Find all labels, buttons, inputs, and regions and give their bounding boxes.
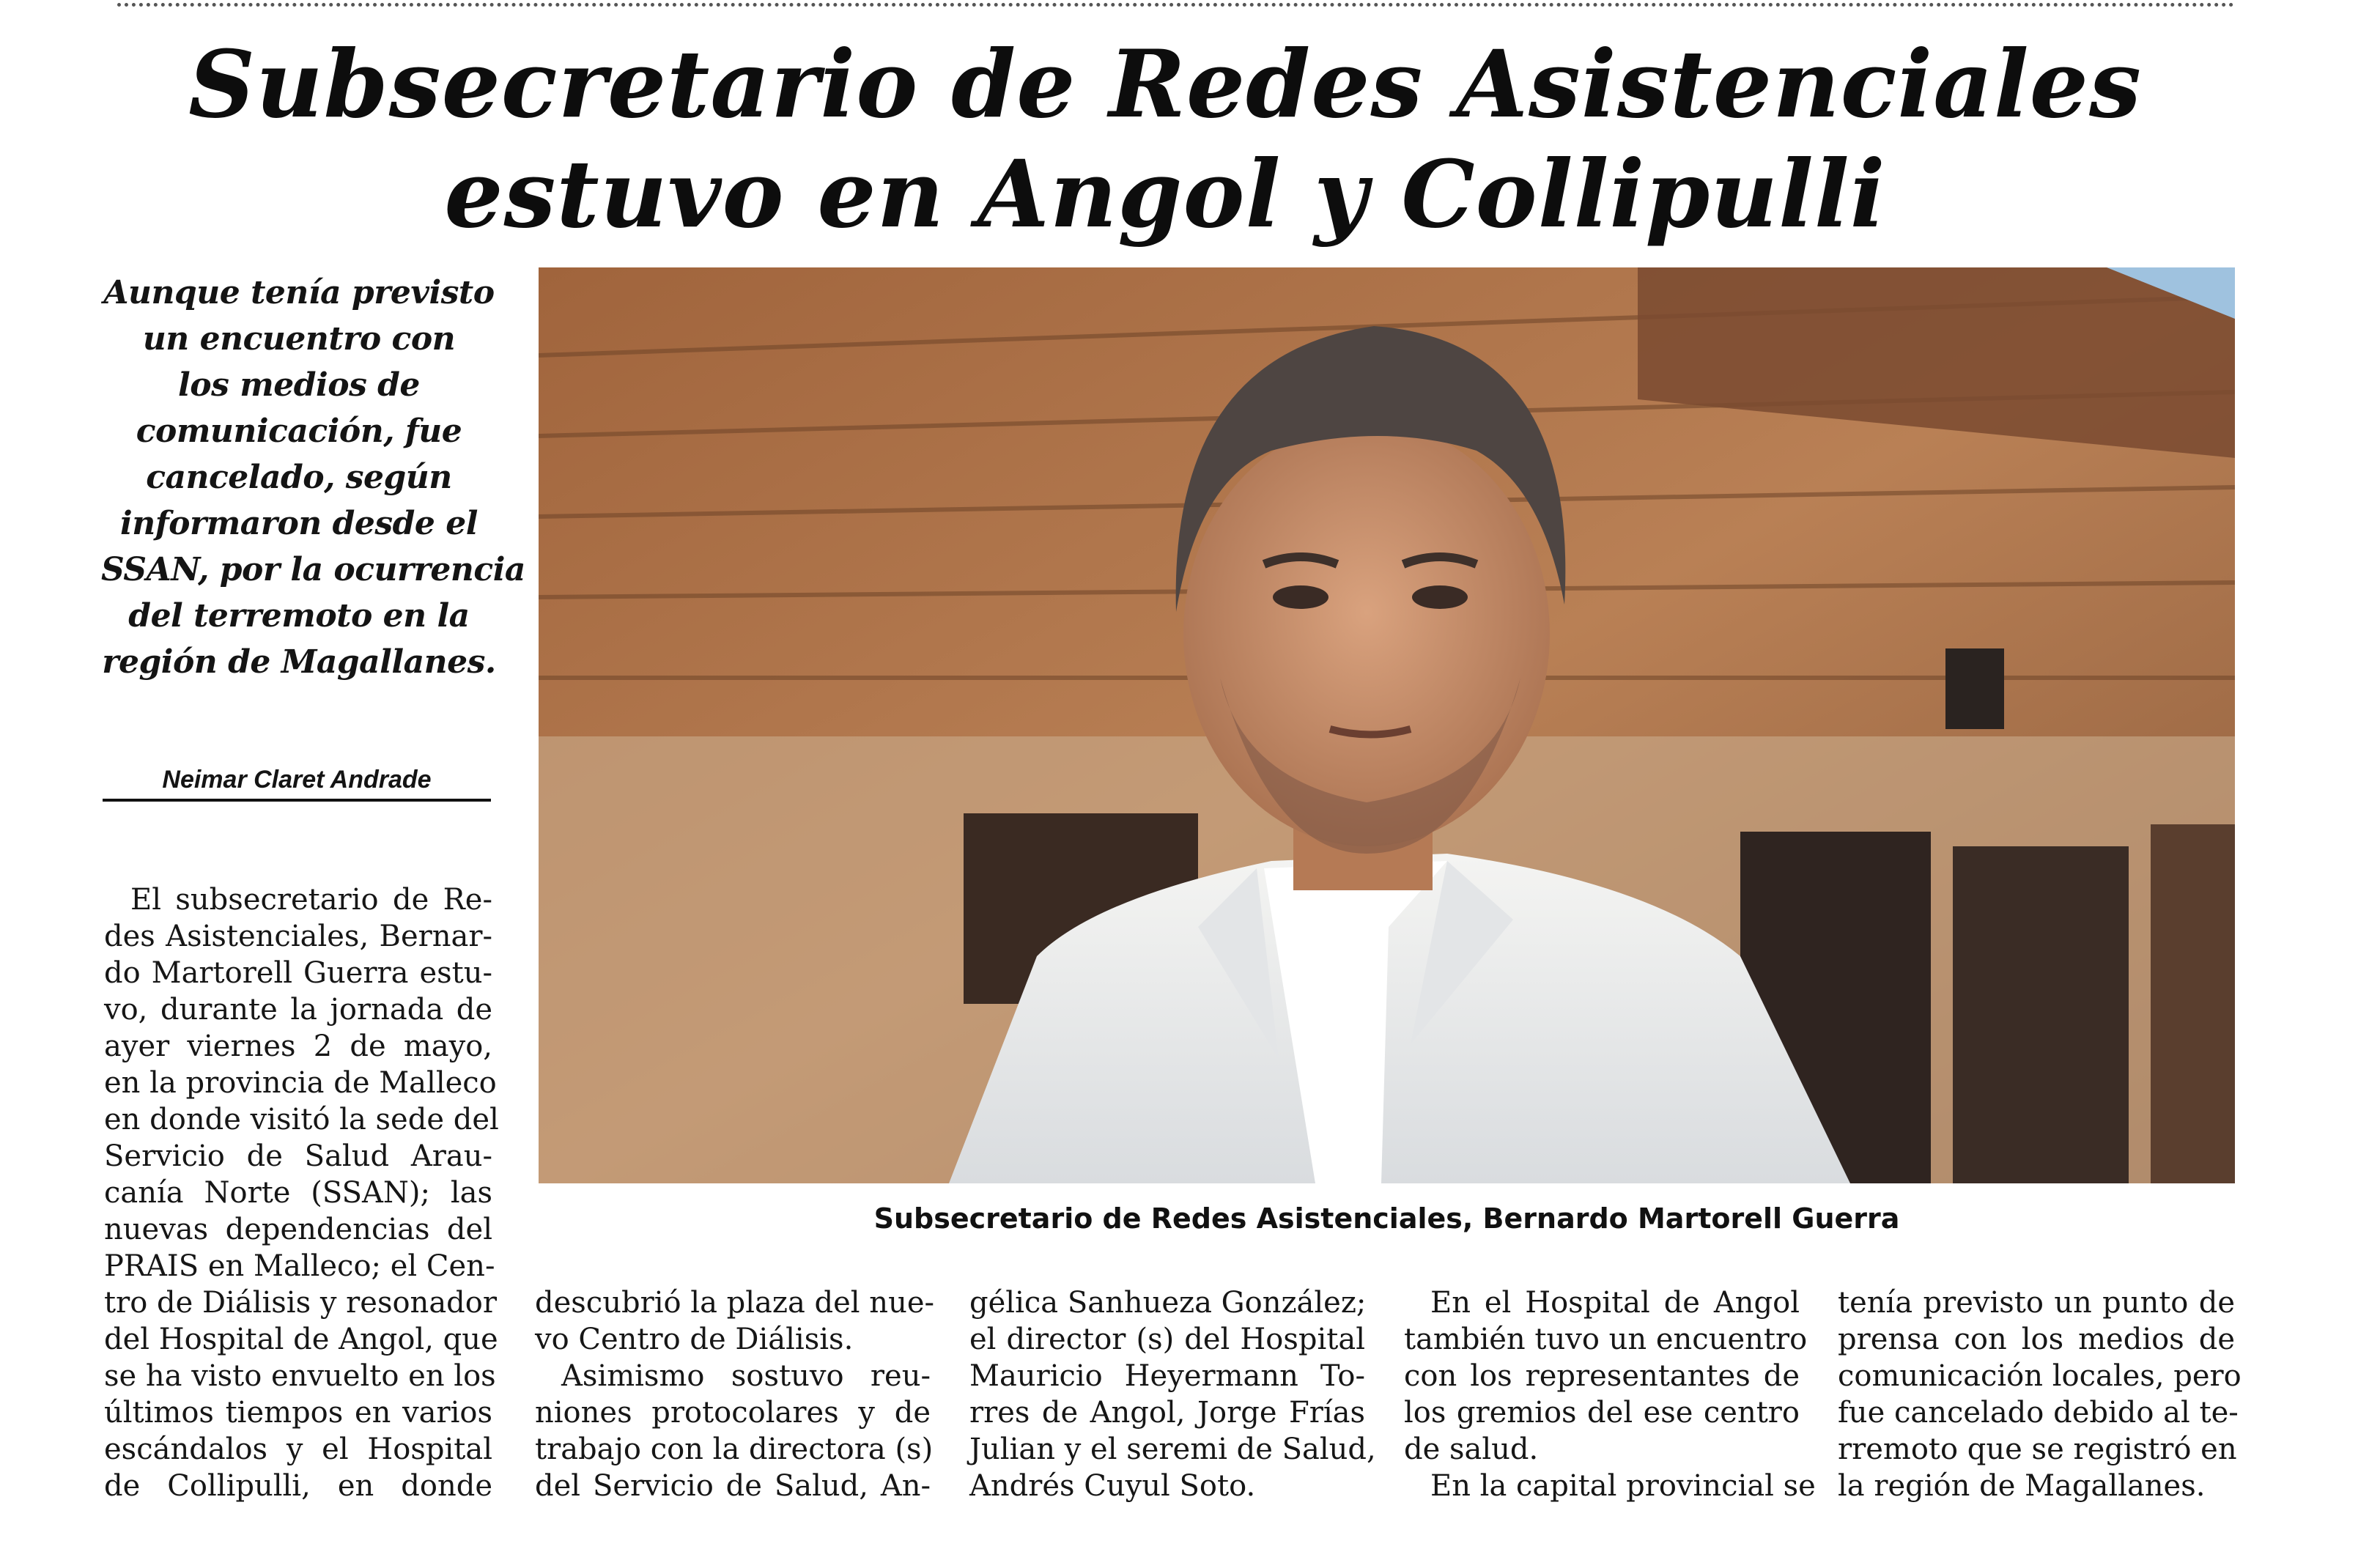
body-line: vo, durante la jornada de — [104, 993, 492, 1027]
body-line: la región de Magallanes. — [1838, 1469, 2206, 1503]
body-column-5 — [1838, 1284, 2242, 1504]
lede-line: los medios de — [178, 366, 420, 404]
body-line: de Collipulli, en donde — [104, 1469, 492, 1503]
byline: Neimar Claret Andrade — [103, 762, 491, 802]
body-line: comunicación locales, pero — [1838, 1359, 2242, 1393]
body-line: des Asistenciales, Bernar- — [104, 920, 492, 953]
body-line: canía Norte (SSAN); las — [104, 1176, 492, 1210]
top-dotted-rule — [117, 3, 2235, 7]
body-line: escándalos y el Hospital — [104, 1432, 492, 1466]
body-line: últimos tiempos en varios — [104, 1396, 492, 1430]
body-line: Andrés Cuyul Soto. — [969, 1469, 1256, 1503]
body-line: tenía previsto un punto de — [1838, 1286, 2235, 1320]
body-line: Servicio de Salud Arau- — [104, 1139, 492, 1173]
headline — [103, 29, 2228, 249]
lede-line: un encuentro con — [142, 320, 456, 358]
lede-line: Aunque tenía previsto — [103, 274, 495, 311]
body-line: Mauricio Heyermann To- — [969, 1359, 1365, 1393]
body-line: vo Centro de Diálisis. — [535, 1323, 854, 1356]
body-line: en la provincia de Malleco — [104, 1066, 497, 1100]
body-line: En el Hospital de Angol — [1430, 1286, 1800, 1320]
body-line: ayer viernes 2 de mayo, — [104, 1029, 492, 1063]
lede-line: informaron desde el — [120, 505, 478, 542]
lede-line: del terremoto en la — [128, 597, 470, 635]
body-line: trabajo con la directora (s) — [535, 1432, 934, 1466]
lede-line: cancelado, según — [146, 459, 452, 496]
portrait-image — [539, 267, 2235, 1183]
body-line: tro de Diálisis y resonador — [104, 1286, 497, 1320]
lede-line: región de Magallanes. — [102, 643, 496, 681]
body-line: de salud. — [1404, 1432, 1539, 1466]
body-line: Julian y el seremi de Salud, — [969, 1432, 1376, 1466]
body-column-3 — [969, 1284, 1376, 1504]
headline-line-1: Subsecretario de Redes Asistenciales — [188, 30, 2142, 138]
photo-caption: Subsecretario de Redes Asistenciales, Bernardo Martorell Guerra — [873, 1202, 1900, 1235]
body-line: con los representantes de — [1404, 1359, 1800, 1393]
body-line: rremoto que se registró en — [1838, 1432, 2237, 1466]
body-line: el director (s) del Hospital — [969, 1323, 1365, 1356]
body-line: nuevas dependencias del — [104, 1213, 492, 1246]
body-line: también tuvo un encuentro — [1404, 1323, 1808, 1356]
lede-summary — [101, 270, 525, 685]
body-line: del Servicio de Salud, An- — [535, 1469, 931, 1503]
article-photo — [539, 267, 2235, 1183]
body-line: Asimismo sostuvo reu- — [561, 1359, 931, 1393]
lede-line: SSAN, por la ocurrencia — [101, 551, 525, 588]
body-line: En la capital provincial se — [1430, 1469, 1816, 1503]
lede-line: comunicación, fue — [136, 413, 462, 450]
body-column-1 — [104, 881, 499, 1504]
body-line: rres de Angol, Jorge Frías — [969, 1396, 1365, 1430]
body-line: do Martorell Guerra estu- — [104, 956, 492, 990]
body-line: los gremios del ese centro — [1404, 1396, 1800, 1430]
body-line: en donde visitó la sede del — [104, 1103, 499, 1136]
body-line: fue cancelado debido al te- — [1838, 1396, 2239, 1430]
body-line: niones protocolares y de — [535, 1396, 931, 1430]
body-line: prensa con los medios de — [1838, 1323, 2235, 1356]
body-line: PRAIS en Malleco; el Cen- — [104, 1249, 495, 1283]
headline-line-2: estuvo en Angol y Collipulli — [444, 140, 1886, 248]
body-column-2 — [535, 1284, 935, 1504]
body-line: del Hospital de Angol, que — [104, 1323, 498, 1356]
body-line: El subsecretario de Re- — [130, 883, 492, 917]
body-line: gélica Sanhueza González; — [969, 1286, 1367, 1320]
body-line: descubrió la plaza del nue- — [535, 1286, 935, 1320]
body-line: se ha visto envuelto en los — [104, 1359, 496, 1393]
body-column-4 — [1404, 1284, 1816, 1504]
